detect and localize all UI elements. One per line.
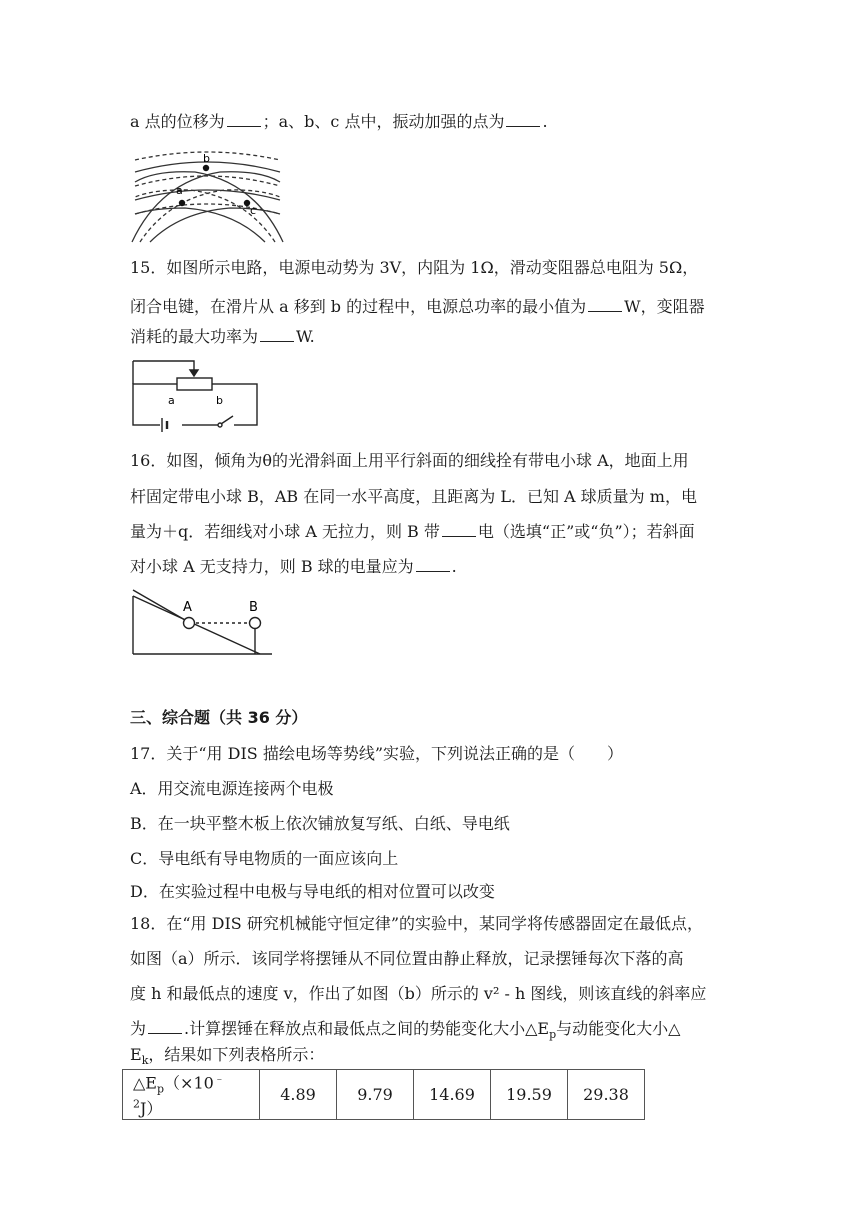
point-a [179,200,185,206]
header-symbol: △E [133,1073,157,1093]
answer-blank [260,327,294,342]
incline-figure [130,588,275,658]
q18-line5-e: E [130,1045,142,1064]
header-unit-end: J） [140,1098,163,1118]
ball-a [184,618,195,629]
q16-line3-tail: 电（选填“正”或“负”）；若斜面 [477,522,695,541]
q18-line4-tail: 与动能变化大小△ [556,1019,681,1038]
q14-text-part3: . [542,112,548,131]
label-a: a [176,184,183,197]
q17-option-d: D．在实验过程中电极与导电纸的相对位置可以改变 [130,882,495,901]
point-b [203,165,209,171]
q18-line4-mid: .计算摆锤在释放点和最低点之间的势能变化大小△E [184,1019,550,1038]
q17-option-c: C．导电纸有导电物质的一面应该向上 [130,849,399,868]
label-B: B [249,600,258,615]
answer-blank [506,112,540,127]
q15-line2-text: 闭合电键，在滑片从 a 移到 b 的过程中，电源总功率的最小值为 [130,297,587,316]
answer-blank [227,112,261,127]
q18-line3: 度 h 和最低点的速度 v，作出了如图（b）所示的 v² - h 图线，则该直线的斜率应 [130,984,707,1003]
answer-blank [442,522,476,537]
wave-interference-figure [130,142,285,244]
label-A: A [183,600,192,615]
circuit-figure [130,356,260,438]
table-cell: 4.89 [260,1070,337,1120]
q16-line4 [130,556,457,578]
q16-line4-tail: . [451,557,457,576]
q15-line3-text: 消耗的最大功率为 [130,327,259,346]
label-c: c [250,204,257,217]
answer-blank [416,557,450,572]
table-header-cell [123,1070,260,1120]
header-sup: ﹣2 [133,1072,225,1111]
answer-blank [588,297,622,312]
label-b: b [216,394,223,407]
q18-line4 [130,1018,680,1046]
q15-line1: 15．如图所示电路，电源电动势为 3V，内阻为 1Ω，滑动变阻器总电阻为 5Ω， [130,258,699,277]
subscript-k: k [141,1054,149,1068]
label-a: a [168,394,175,407]
subscript-p: p [549,1028,557,1042]
section-heading: 三、综合题（共 36 分） [130,708,308,727]
header-sub: p [156,1082,165,1096]
q15-line3 [130,326,315,348]
q18-line1: 18．在“用 DIS 研究机械能守恒定律”的实验中，某同学将传感器固定在最低点， [130,914,704,933]
energy-table [122,1069,645,1120]
q14-text-part2: ；a、b、c 点中，振动加强的点为 [262,112,505,131]
answer-blank [148,1019,182,1034]
q16-line2: 杆固定带电小球 B，AB 在同一水平高度，且距离为 L．已知 A 球质量为 m，电 [130,487,697,506]
ball-b [250,618,261,629]
q18-line2: 如图（a）所示．该同学将摆锤从不同位置由静止释放，记录摆锤每次下落的高 [130,949,684,968]
q14-text-part1: a 点的位移为 [130,112,225,131]
q15-line2-tail: W，变阻器 [624,297,705,316]
q18-line5 [130,1044,324,1072]
table-cell: 29.38 [568,1070,645,1120]
q16-line3 [130,521,695,543]
table-cell: 9.79 [337,1070,414,1120]
q15-line3-tail: W. [296,327,315,346]
table-cell: 14.69 [414,1070,491,1120]
table-cell: 19.59 [491,1070,568,1120]
q16-line3-text: 量为＋q．若细线对小球 A 无拉力，则 B 带 [130,522,440,541]
q18-line5-text: ，结果如下列表格所示： [148,1045,325,1064]
q17-option-a: A．用交流电源连接两个电极 [130,779,334,798]
label-b: b [203,152,210,165]
q15-line2 [130,296,705,318]
header-unit: （×10 [164,1073,214,1093]
q16-line1: 16．如图，倾角为θ的光滑斜面上用平行斜面的细线拴有带电小球 A，地面上用 [130,451,689,470]
q17-stem: 17．关于“用 DIS 描绘电场等势线”实验，下列说法正确的是（ ） [130,744,624,763]
q17-option-b: B．在一块平整木板上依次铺放复写纸、白纸、导电纸 [130,814,510,833]
table-row [123,1070,645,1120]
q14-answer-line [130,111,548,133]
q16-line4-text: 对小球 A 无支持力，则 B 球的电量应为 [130,557,414,576]
q18-line4-text: 为 [130,1019,147,1038]
